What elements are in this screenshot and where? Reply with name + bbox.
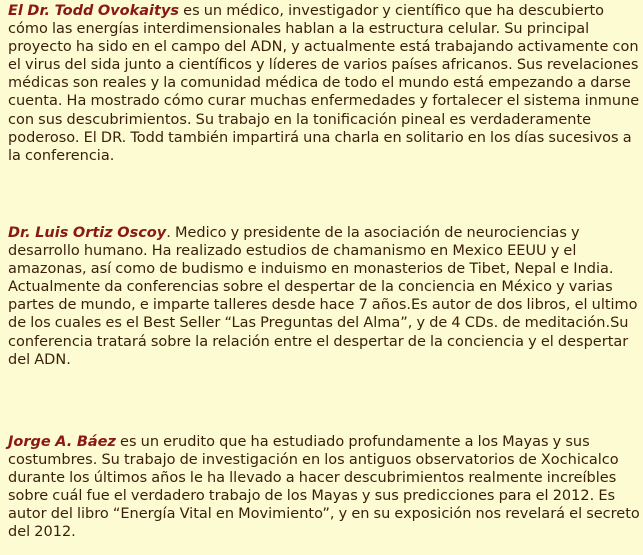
speaker-name: Dr. Luis Ortiz Oscoy [8,225,167,241]
speaker-name: Jorge A. Báez [8,434,116,450]
speaker-bio-baez [8,433,641,542]
speaker-bio-ovokaitys [8,2,641,165]
speaker-name: El Dr. Todd Ovokaitys [8,3,180,19]
speaker-description: . Medico y presidente de la asociación de neurociencias y desarrollo humano. Ha realizado estudios de chamanismo en Mexico EEUU y el amazonas, así como de budismo e induismo en monasterios de Tibet, Nepal e India. Actualmente da conferencias sobre el despertar de la conciencia en México y varias partes de mundo, e imparte talleres desde hace 7 años.Es autor de dos libros, el ultimo de los cuales es el Best Seller “Las Preguntas del Alma”, y de 4 CDs. de meditación.Su conferencia tratará sobre la relación entre el despertar de la conciencia y el despertar del ADN. [8,225,638,368]
speaker-bio-ortiz-oscoy [8,224,641,369]
speaker-description: es un erudito que ha estudiado profundamente a los Mayas y sus costumbres. Su trabajo de investigación en los antiguos observatorios de Xochicalco durante los últimos años le ha llevado a hacer descubrimientos realmente increíbles sobre cuál fue el verdadero trabajo de los Mayas y sus predicciones para el 2012. Es autor del libro “Energía Vital en Movimiento”, y en su exposición nos revelará el secreto del 2012. [8,434,640,541]
speaker-description: es un médico, investigador y científico que ha descubierto cómo las energías interdimensionales hablan a la estructura celular. Su principal proyecto ha sido en el campo del ADN, y actualmente está trabajando activamente con el virus del sida junto a científicos y líderes de varios países africanos. Sus revelaciones médicas son reales y la comunidad médica de todo el mundo está empezando a darse cuenta. Ha mostrado cómo curar muchas enfermedades y fortalecer el sistema inmune con sus descubrimientos. Su trabajo en la tonificación pineal es verdaderamente poderoso. El DR. Todd también impartirá una charla en solitario en los días sucesivos a la conferencia. [8,3,640,164]
